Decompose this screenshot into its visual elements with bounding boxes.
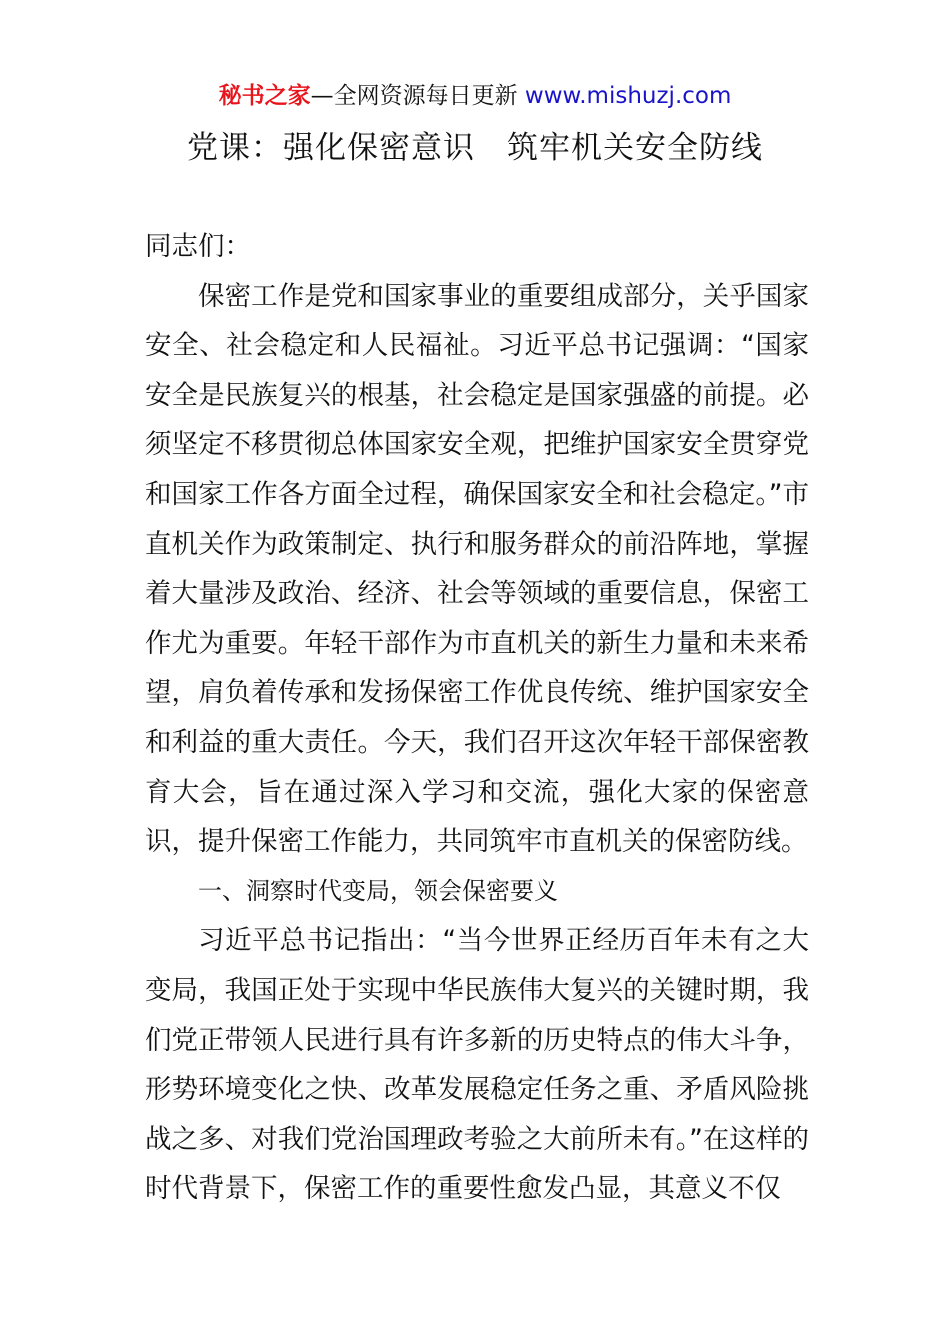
paragraph: 保密工作是党和国家事业的重要组成部分，关乎国家安全、社会稳定和人民福祉。习近平总书记强调：“国家安全是民族复兴的根基，社会稳定是国家强盛的前提。必须坚定不移贯彻总体国家安全观，把维护国家安全贯穿党和国家工作各方面全过程，确保国家安全和社会稳定。”市直机关作为政策制定、执行和服务群众的前沿阵地，掌握着大量涉及政治、经济、社会等领域的重要信息，保密工作尤为重要。年轻干部作为市直机关的新生力量和未来希望，肩负着传承和发扬保密工作优良传统、维护国家安全和利益的重大责任。今天，我们召开这次年轻干部保密教育大会，旨在通过深入学习和交流，强化大家的保密意识，提升保密工作能力，共同筑牢市直机关的保密防线。	[145, 280, 809, 858]
salutation: 同志们：	[145, 231, 251, 262]
paragraph: 习近平总书记指出：“当今世界正经历百年未有之大变局，我国正处于实现中华民族伟大复兴的关键时期，我们党正带领人民进行具有许多新的历史特点的伟大斗争，形势环境变化之快、改革发展稳定任务之重、矛盾风险挑战之多、对我们党治国理政考验之大前所未有。”在这样的时代背景下，保密工作的重要性愈发凸显，其意义不仅	[145, 925, 809, 1205]
document-title: 党课：强化保密意识 筑牢机关安全防线	[187, 130, 763, 166]
site-url-link[interactable]: www.mishuzj.com	[524, 83, 732, 109]
document-body	[145, 222, 809, 1214]
site-header	[0, 80, 950, 112]
site-tagline: —全网资源每日更新	[310, 83, 525, 109]
section-heading: 一、洞察时代变局，领会保密要义	[198, 876, 558, 905]
site-brand: 秘书之家	[218, 83, 311, 109]
